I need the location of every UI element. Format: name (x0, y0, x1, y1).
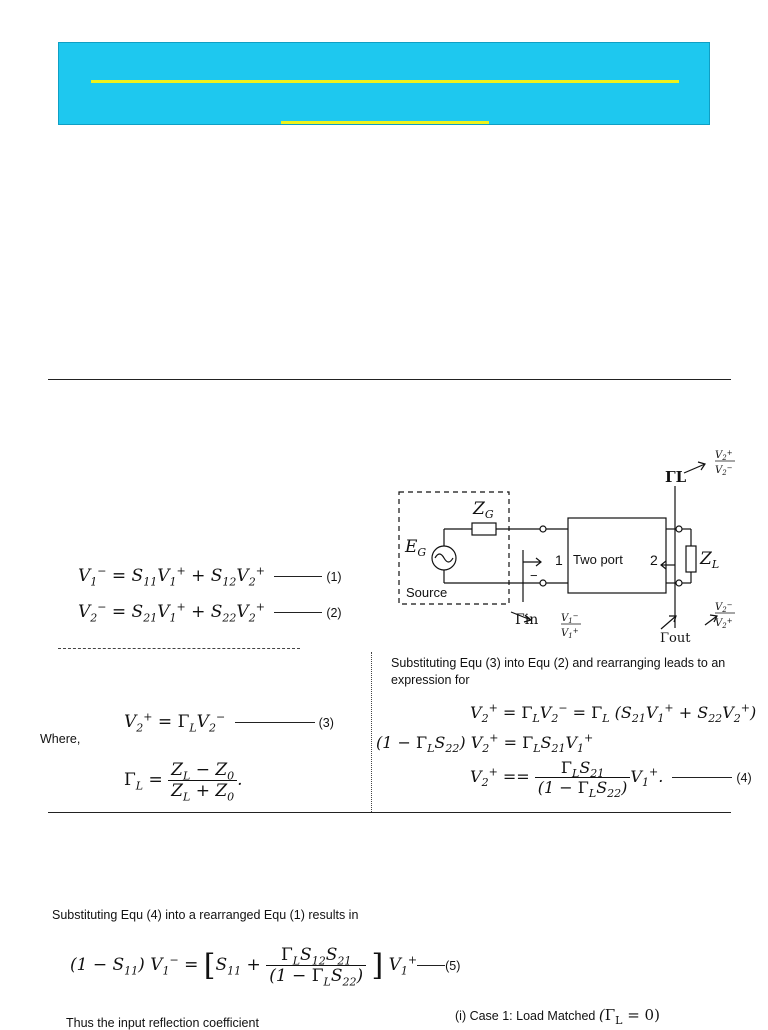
source-label: Source (406, 585, 448, 600)
case-1-label: (i) Case 1: Load Matched (455, 1009, 596, 1023)
svg-text:EG: $E_G$ (405, 537, 427, 559)
svg-text:V2−: $V_2^-$ (715, 464, 733, 477)
divider-top (48, 379, 731, 380)
gamma-out-label: Γout (660, 631, 691, 646)
zg-label: Z (473, 499, 485, 519)
eq5-number: (5) (445, 959, 461, 973)
divider-middle (48, 812, 731, 813)
gamma-l-definition: $\Gamma_L$ = $\frac{Z_L - Z_0}{Z_L + Z_0}$ . (124, 760, 243, 804)
svg-text:V1−: $V_1^-$ (561, 612, 579, 625)
zl-label: Z (700, 549, 712, 569)
equation-4: $V_2^+$ == $\frac{\Gamma_LS_{21}}{(1 - \Gamma_LS_{22})}$ $V_1^+$. (4) (470, 758, 752, 801)
two-port-diagram (375, 440, 740, 650)
gamma-l-label: ΓL (665, 468, 687, 486)
svg-text:V2+: $V_2^+$ (715, 617, 733, 630)
banner-underline-short (281, 121, 489, 124)
derivation-line-1: $V_2^+ = \Gamma_LV_2^- = \Gamma_L$ $(S_{21}V_1^+ + S_{22}V_2^+)$ (470, 701, 757, 726)
substitution-note-3-into-2: Substituting Equ (3) into Equ (2) and rearranging leads to an expression for (391, 656, 726, 687)
gamma-in-label: Γin (515, 612, 539, 628)
port-2-label: 2 (650, 552, 658, 568)
eq4-number: (4) (736, 771, 752, 785)
svg-text:V2−: $V_2^-$ (715, 601, 733, 614)
zl-resistor (686, 546, 696, 572)
case-1-heading: (i) Case 1: Load Matched $(\Gamma_L = 0)$ (455, 1006, 660, 1027)
eq1-number: (1) (326, 570, 342, 584)
svg-text:V1+: $V_1^+$ (561, 627, 579, 640)
banner-underline-long (91, 80, 679, 83)
port-1-label: 1 (555, 552, 563, 568)
title-banner (58, 42, 710, 125)
zg-resistor (472, 523, 496, 535)
equation-5: $(1 - S_{11})$ $V_1^- = [S_{11}$ + $\frac{\Gamma_LS_{12}S_{21}}{(1 - \Gamma_LS_{22})}$ ] $V_1^+$ (5) (70, 945, 461, 989)
divider-dashed (58, 648, 300, 649)
eq3-number: (3) (318, 716, 334, 730)
equation-3: $V_2^+ = \Gamma_LV_2^-$ (3) (124, 710, 334, 735)
minus-sign: − (530, 568, 538, 583)
svg-text:V2+: $V_2^+$ (715, 449, 733, 462)
eg-label: E (405, 537, 418, 557)
svg-text:ZL: $Z_L$ (700, 549, 720, 571)
input-reflection-text: Thus the input reflection coefficient (66, 1016, 259, 1030)
divider-vertical-dotted (371, 652, 372, 812)
equation-2: $V_2^- = S_{21}V_1^+ + S_{22}V_2^+$ (2) (78, 600, 342, 625)
equation-1: $V_1^- = S_{11}V_1^+ + S_{12}V_2^+$ (1) (78, 564, 342, 589)
svg-text:ZG: $Z_G$ (473, 499, 494, 521)
where-label: Where, (40, 732, 81, 746)
derivation-line-2: $(1 - \Gamma_LS_{22})$ $V_2^+ = \Gamma_LS_{21}V_1^+$ (376, 731, 594, 756)
two-port-label: Two port (573, 552, 623, 567)
eq2-number: (2) (326, 606, 342, 620)
substitution-note-4-into-1: Substituting Equ (4) into a rearranged Equ (1) results in (52, 908, 359, 922)
